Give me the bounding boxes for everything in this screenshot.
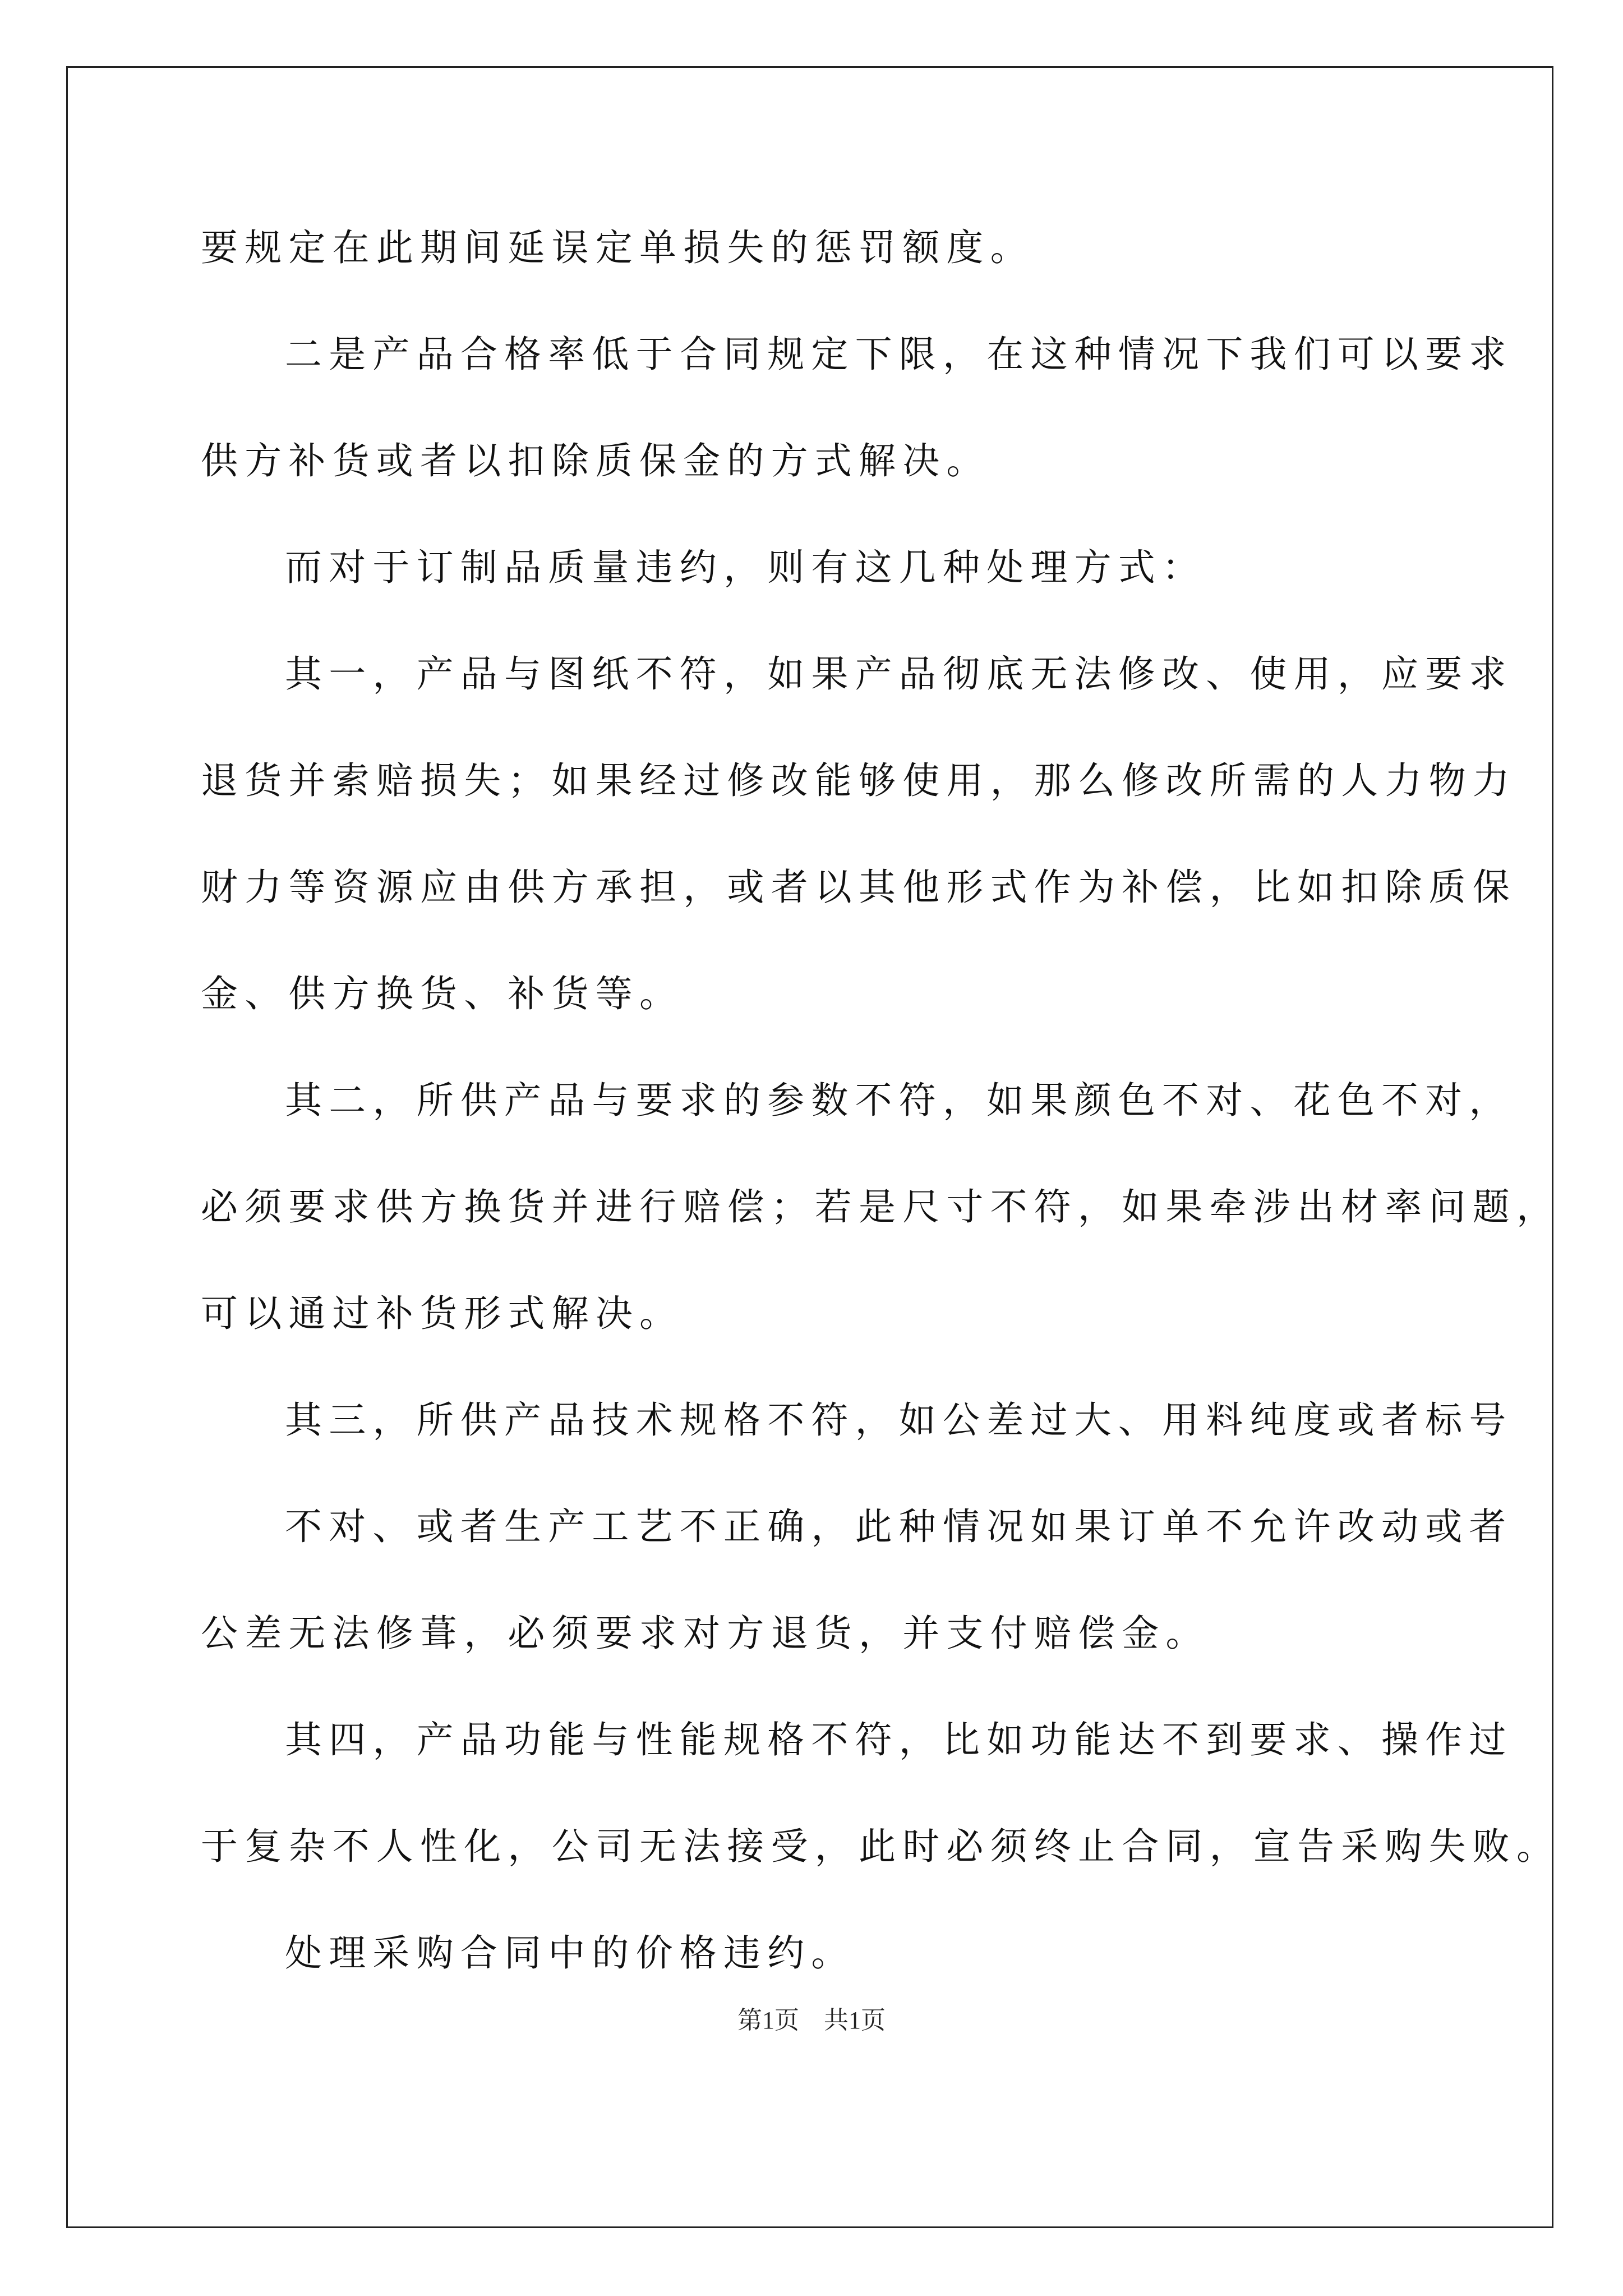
- text-line-3: 供方补货或者以扣除质保金的方式解决。: [201, 439, 990, 482]
- text-line-13: 不对、或者生产工艺不正确，此种情况如果订单不允许改动或者: [285, 1505, 1513, 1548]
- text-line-8: 金、供方换货、补货等。: [201, 972, 684, 1015]
- page-total: 共1页: [824, 2007, 886, 2034]
- text-line-15: 其四，产品功能与性能规格不符，比如功能达不到要求、操作过: [285, 1718, 1513, 1761]
- text-line-6: 退货并索赔损失；如果经过修改能够使用，那么修改所需的人力物力: [201, 759, 1516, 802]
- text-line-9: 其二，所供产品与要求的参数不符，如果颜色不对、花色不对，: [285, 1079, 1513, 1122]
- text-line-14: 公差无法修葺，必须要求对方退货，并支付赔偿金。: [201, 1612, 1210, 1655]
- text-line-7: 财力等资源应由供方承担，或者以其他形式作为补偿，比如扣除质保: [201, 866, 1516, 909]
- page-number: 第1页: [737, 2007, 799, 2034]
- text-line-17: 处理采购合同中的价格违约。: [285, 1931, 855, 1975]
- text-line-4: 而对于订制品质量违约，则有这几种处理方式：: [285, 546, 1206, 589]
- page-footer: [0, 2005, 1623, 2036]
- text-line-5: 其一，产品与图纸不符，如果产品彻底无法修改、使用，应要求: [285, 652, 1513, 696]
- text-line-16: 于复杂不人性化，公司无法接受，此时必须终止合同，宣告采购失败。: [201, 1825, 1561, 1868]
- text-line-12: 其三，所供产品技术规格不符，如公差过大、用料纯度或者标号: [285, 1398, 1513, 1442]
- text-line-11: 可以通过补货形式解决。: [201, 1292, 684, 1335]
- page-border: [66, 66, 1553, 2228]
- text-line-1: 要规定在此期间延误定单损失的惩罚额度。: [201, 226, 1034, 269]
- text-line-10: 必须要求供方换货并进行赔偿；若是尺寸不符，如果牵涉出材率问题，: [201, 1185, 1561, 1228]
- text-line-2: 二是产品合格率低于合同规定下限，在这种情况下我们可以要求: [285, 333, 1513, 376]
